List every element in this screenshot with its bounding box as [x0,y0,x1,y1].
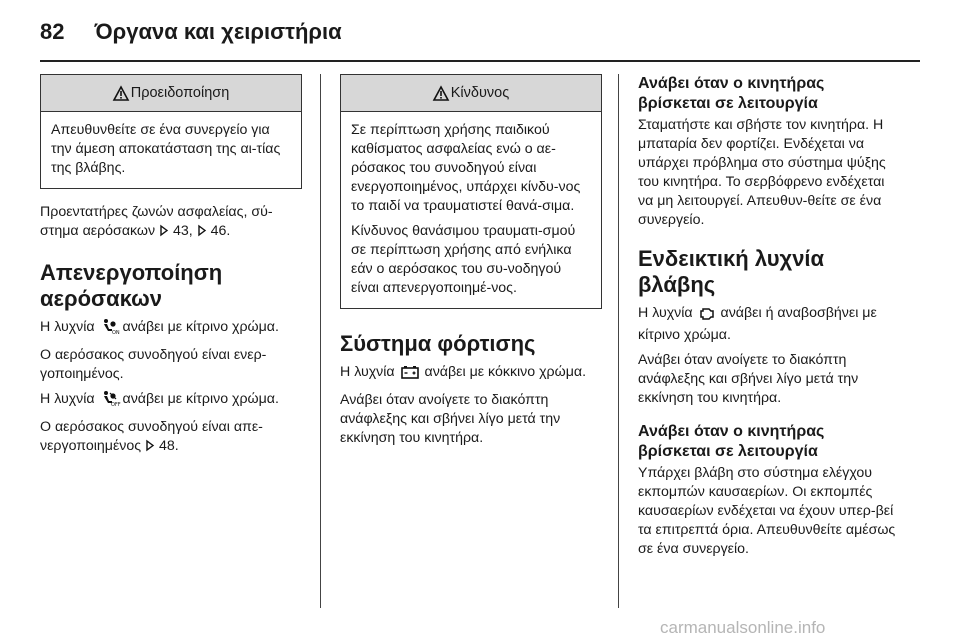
airbag-reference-text: Προεντατήρες ζωνών ασφαλείας, σύ-στημα αερόσακων [40,204,273,239]
page-reference-icon [198,223,206,242]
page-header [40,14,342,50]
airbag-off-lamp-paragraph [40,390,302,412]
lamp-text: Η λυχνία [40,391,95,407]
charging-system-heading: Σύστημα φόρτισης [340,331,536,356]
warning-triangle-icon [113,86,129,101]
page-reference-icon [146,438,154,457]
page-number: 82 [40,19,65,44]
airbag-on-description: Ο αερόσακος συνοδηγού είναι ενερ-γοποιημένος. [40,347,267,382]
danger-box-text-1: Σε περίπτωση χρήσης παιδικού καθίσματος ασφαλείας ενώ ο αε-ρόσακος του συνοδηγού είναι ενεργοποιημένος, υπάρχει κίνδυ-νος το παιδί να τραυματιστεί θανά-σιμα. [351,122,581,214]
header-rule [40,60,920,62]
airbag-on-indicator-icon [101,318,120,340]
warning-box-header [41,75,301,112]
svg-text:OFF: OFF [110,402,121,408]
page-reference-48[interactable]: 48. [159,438,179,454]
danger-box [340,74,602,309]
airbag-deactivation-heading: Απενεργοποίηση αερόσακων [40,260,223,311]
page-reference-icon [160,223,168,242]
lamp-text: ανάβει ή αναβοσβήνει με κίτρινο χρώμα. [638,305,877,343]
danger-box-header [341,75,601,112]
malfunction-lamp-description: Ανάβει όταν ανοίγετε το διακόπτη ανάφλεξης και σβήνει λίγο μετά την εκκίνηση του κινητήρα. [638,352,859,406]
danger-box-text-2: Κίνδυνος θανάσιμου τραυματι-σμού σε περίπτωση χρήσης από ενήλικα εάν ο αερόσακος του συ-νοδηγού είναι απενεργοποιημέ-νος. [351,223,576,296]
page-title: Όργανα και χειριστήρια [94,19,342,44]
engine-running-heading-1: Ανάβει όταν ο κινητήρας βρίσκεται σε λειτουργία [638,75,825,112]
watermark: carmanualsonline.info [660,618,826,637]
column-3 [638,74,900,565]
danger-box-title: Κίνδυνος [450,84,510,101]
airbag-on-lamp-paragraph [40,318,302,340]
column-divider-2 [618,74,619,608]
lamp-text: Η λυχνία [40,319,95,335]
warning-box-text: Απευθυνθείτε σε ένα συνεργείο για την άμεση αποκατάσταση της αι-τίας της βλάβης. [51,122,281,176]
svg-text:ON: ON [111,330,120,336]
engine-running-text-1: Σταματήστε και σβήστε τον κινητήρα. Η μπαταρία δεν φορτίζει. Ενδέχεται να υπάρχει πρόβλημα στο σύστημα ψύξης του κινητήρα. Το σερβόφρενο ενδέχεται να μη λειτουργεί. Απευθυν-θείτε σε ένα συνεργείο. [638,117,886,228]
column-2 [340,74,602,454]
danger-triangle-icon [433,86,449,101]
column-1 [40,74,302,463]
lamp-text: ανάβει με κίτρινο χρώμα. [122,391,279,407]
column-divider-1 [320,74,321,608]
engine-running-text-2: Υπάρχει βλάβη στο σύστημα ελέγχου εκπομπών καυσαερίων. Οι εκπομπές καυσαερίων ενδέχεται να έχουν υπερ-βεί τα επιτρεπτά όρια. Απευθυνθείτε αμέσως σε ένα συνεργείο. [638,465,896,557]
charging-lamp-paragraph [340,363,602,385]
airbag-off-description [40,418,302,457]
airbag-off-indicator-icon [101,390,121,412]
lamp-text: Η λυχνία [340,364,395,380]
battery-icon [401,365,419,385]
lamp-text: ανάβει με κίτρινο χρώμα. [122,319,279,335]
charging-description: Ανάβει όταν ανοίγετε το διακόπτη ανάφλεξης και σβήνει λίγο μετά την εκκίνηση του κινητήρα. [340,392,561,446]
page-reference-43[interactable]: 43, [173,223,193,239]
page-reference-46[interactable]: 46. [210,223,231,239]
lamp-text: ανάβει με κόκκινο χρώμα. [424,364,587,380]
airbag-reference-paragraph [40,203,302,242]
warning-box [40,74,302,189]
airbag-off-text: Ο αερόσακος συνοδηγού είναι απε-νεργοποιημένος [40,419,263,454]
malfunction-lamp-heading: Ενδεικτική λυχνία βλάβης [638,246,825,297]
engine-running-heading-2: Ανάβει όταν ο κινητήρας βρίσκεται σε λειτουργία [638,423,825,460]
lamp-text: Η λυχνία [638,305,693,321]
engine-check-icon [699,306,715,326]
malfunction-lamp-paragraph [638,304,900,345]
warning-box-title: Προειδοποίηση [130,84,230,101]
